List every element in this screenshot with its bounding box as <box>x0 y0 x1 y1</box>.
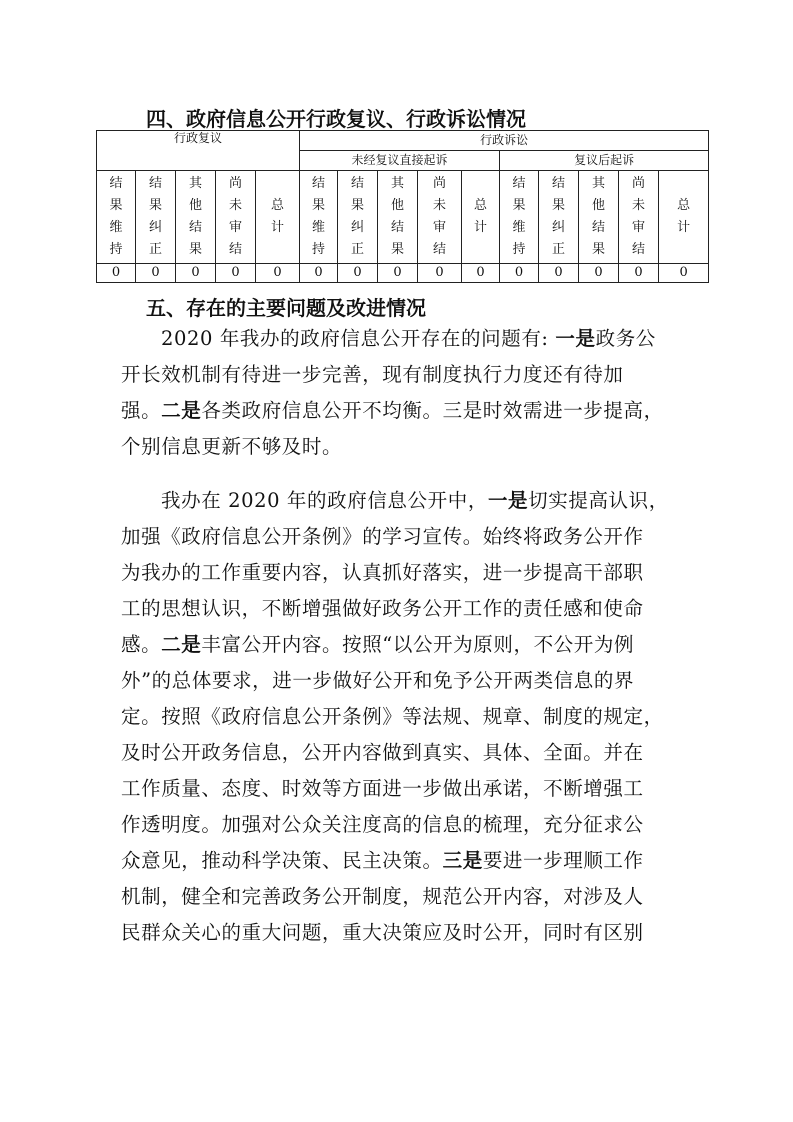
body-text: 开长效机制有待进一步完善，现有制度执行力度还有待加 <box>121 363 624 386</box>
paragraph-line <box>121 429 681 465</box>
header-direct-litigation: 未经复议直接起诉 <box>300 151 500 171</box>
body-text: 定。按照《政府信息公开条例》等法规、规章、制度的规定， <box>121 705 664 728</box>
value-cell: 0 <box>300 264 338 283</box>
paragraph-line <box>121 771 681 807</box>
body-text: 加强《政府信息公开条例》的学习宣传。始终将政务公开作 <box>121 525 644 548</box>
body-text: 各类政府信息公开不均衡。三是时效需进一步提高， <box>201 399 664 422</box>
body-text: 民群众关心的重大问题，重大决策应及时公开，同时有区别 <box>121 921 644 944</box>
body-text: 个别信息更新不够及时。 <box>121 435 343 458</box>
col-header-upheld: 结果维持 <box>300 171 338 264</box>
body-text: 感。 <box>121 633 162 656</box>
body-text: 我办在 2020 年的政府信息公开中， <box>161 489 488 512</box>
paragraph-line <box>121 879 681 915</box>
body-text: 工的思想认识，不断增强做好政务公开工作的责任感和使命 <box>121 597 644 620</box>
section-5-heading: 五、存在的主要问题及改进情况 <box>146 296 426 320</box>
emphasis-text: 一是 <box>555 327 596 350</box>
section-4-heading: 四、政府信息公开行政复议、行政诉讼情况 <box>146 107 526 131</box>
value-cell: 0 <box>136 264 176 283</box>
body-text: 政务公 <box>595 327 656 350</box>
col-header-pending: 尚未审结 <box>216 171 256 264</box>
body-text: 及时公开政务信息，公开内容做到真实、具体、全面。并在 <box>121 741 644 764</box>
value-cell: 0 <box>97 264 136 283</box>
header-administrative-litigation: 行政诉讼 <box>300 131 709 151</box>
paragraph-improvements <box>121 483 681 951</box>
value-cell: 0 <box>338 264 378 283</box>
paragraph-line <box>121 483 681 519</box>
body-text: 作透明度。加强对公众关注度高的信息的梳理，充分征求公 <box>121 813 644 836</box>
paragraph-line <box>121 519 681 555</box>
value-cell: 0 <box>378 264 418 283</box>
value-cell: 0 <box>256 264 300 283</box>
paragraph-line <box>121 807 681 843</box>
paragraph-line <box>121 591 681 627</box>
paragraph-line <box>121 393 681 429</box>
value-cell: 0 <box>462 264 500 283</box>
col-header-pending: 尚未审结 <box>418 171 462 264</box>
value-cell: 0 <box>659 264 709 283</box>
col-header-upheld: 结果维持 <box>97 171 136 264</box>
paragraph-line <box>121 735 681 771</box>
col-header-upheld: 结果维持 <box>500 171 539 264</box>
emphasis-text: 三是 <box>442 849 483 872</box>
paragraph-line <box>121 915 681 951</box>
body-text: 工作质量、态度、时效等方面进一步做出承诺，不断增强工 <box>121 777 644 800</box>
col-header-corrected: 结果纠正 <box>539 171 579 264</box>
paragraph-line <box>121 843 681 879</box>
header-administrative-review: 行政复议 <box>97 131 300 171</box>
col-header-corrected: 结果纠正 <box>338 171 378 264</box>
value-cell: 0 <box>176 264 216 283</box>
col-header-total: 总计 <box>462 171 500 264</box>
paragraph-line <box>121 663 681 699</box>
col-header-other: 其他结果 <box>378 171 418 264</box>
emphasis-text: 一是 <box>487 489 529 512</box>
value-cell: 0 <box>500 264 539 283</box>
review-litigation-table <box>96 130 709 283</box>
value-cell: 0 <box>579 264 619 283</box>
emphasis-text: 二是 <box>161 633 202 656</box>
col-header-total: 总计 <box>659 171 709 264</box>
body-text: 2020 年我办的政府信息公开存在的问题有: <box>161 327 556 350</box>
value-cell: 0 <box>539 264 579 283</box>
col-header-other: 其他结果 <box>176 171 216 264</box>
paragraph-line <box>121 321 681 357</box>
body-text: 强。 <box>121 399 162 422</box>
body-text: 切实提高认识， <box>528 489 669 512</box>
body-text: 为我办的工作重要内容，认真抓好落实，进一步提高干部职 <box>121 561 644 584</box>
col-header-pending: 尚未审结 <box>619 171 659 264</box>
body-text: 机制，健全和完善政务公开制度，规范公开内容，对涉及人 <box>121 885 644 908</box>
paragraph-line <box>121 627 681 663</box>
body-text: 丰富公开内容。按照“以公开为原则，不公开为例 <box>201 633 635 656</box>
value-cell: 0 <box>216 264 256 283</box>
value-cell: 0 <box>418 264 462 283</box>
paragraph-problems <box>121 321 681 465</box>
paragraph-line <box>121 555 681 591</box>
col-header-other: 其他结果 <box>579 171 619 264</box>
body-text: 要进一步理顺工作 <box>482 849 644 872</box>
paragraph-line <box>121 699 681 735</box>
header-litigation-after-review: 复议后起诉 <box>500 151 709 171</box>
value-cell: 0 <box>619 264 659 283</box>
col-header-corrected: 结果纠正 <box>136 171 176 264</box>
paragraph-line <box>121 357 681 393</box>
col-header-total: 总计 <box>256 171 300 264</box>
body-text: 外”的总体要求，进一步做好公开和免予公开两类信息的界 <box>121 669 635 692</box>
body-text: 众意见，推动科学决策、民主决策。 <box>121 849 443 872</box>
emphasis-text: 二是 <box>161 399 202 422</box>
